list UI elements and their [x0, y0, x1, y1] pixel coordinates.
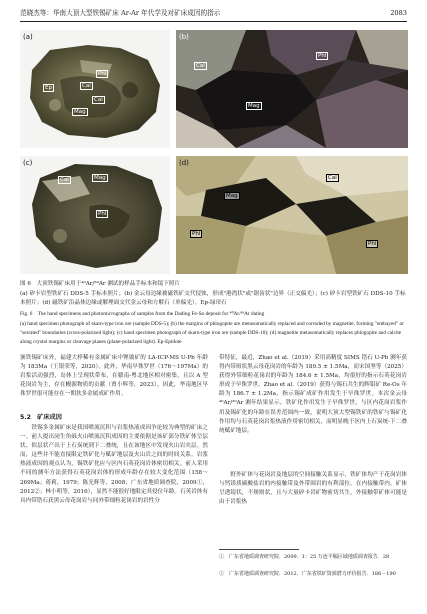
- mineral-label: Mag: [248, 103, 260, 109]
- mineral-label: Mag: [94, 175, 106, 181]
- photomicrograph-d-image: [176, 156, 408, 274]
- panel-label-d: (d): [179, 159, 189, 167]
- panel-label-a: (a): [23, 33, 33, 41]
- running-title: 范晓杰等：华南大顶大型铁锡矿床 Ar-Ar 年代学及对矿床成因的指示: [20, 9, 221, 17]
- panel-label-c: (c): [23, 159, 33, 167]
- mineral-label: Mag: [74, 109, 86, 115]
- mineral-label: Cal: [196, 63, 205, 69]
- footnote-1: ① 广东省地质调查研究院．2009．1：25 万连平幅区域地质调查报告．28: [219, 554, 390, 560]
- right-column-text: 带特征，最近，Zhao et al.（2019）采用高精度 SIMS 锆石 U-Pb 测年获得内带斑状黑云母花岗岩的年龄为 189.5 ± 1.5Ma，而宋国坚等（2025）获得外带细粒花岗岩的年龄为 184.6 ± 1.5Ma，均很好的指示石英花岗岩形成于早侏罗世。Zhao et al.（2019）获得与锡石共生的辉钼矿 Re-Os 年龄为 186.7 ± 1.2Ma，指示锡矿成矿作用发生于早侏罗世。本次金云母 ⁴⁰Ar/³⁹Ar 测年结果显示，铁矿化作用发生于早侏罗世，与区内花岗岩浆作用及锡矿化的年龄在误差范围内一致，说明大顶大型锡铁矿的铁矿与锡矿化作用均与石英花岗岩浆热液作用密切相关，而明显晚于区内上石炭统-下二叠统赋矿地层。: [219, 355, 407, 434]
- figure-panel-d: [176, 156, 408, 274]
- footnote-2: ② 广东省地质调查研究院．2012．广东省铁矿资源潜力评价报告．186－190: [219, 571, 396, 577]
- mineral-label: Phl: [98, 71, 107, 77]
- mineral-label: Cal: [328, 175, 337, 181]
- mineral-label: Cal: [94, 97, 103, 103]
- page-number: 2083: [390, 9, 407, 17]
- figure-panel-a: [20, 30, 170, 148]
- section-title: 5.2 矿床成因: [20, 414, 62, 421]
- figure-panel-c: [20, 156, 170, 274]
- figure-caption-cn-body: (a) 矽卡岩型铁矿石 DDS-5 手标本照片；(b) 金云母边缘被磁铁矿交代侵蚀，形成"港湾状"或"锯齿状"边界（正交偏光）；(c) 矽卡岩型铁矿石 DDS-10 手标本照片；(d) 磁铁矿沿晶体边缘或解理面交代金云母和方解石（单偏光）。Ep-绿帘石: [20, 291, 406, 307]
- mineral-label: Phl: [192, 231, 201, 237]
- figure-panel-b: [176, 30, 408, 148]
- figure-caption-en-body: (a) hand specimen photograph of skarn-type iron ore (sample DDS-5); (b) the margins of phlogopite are metasomatically replaced and corroded by magnetite, forming "embayed" or "serrated" boundaries (cross-polarized light); (c) hand specimen photograph of skarn-type iron ore (sample DDS-10); (d) magnetite metasomatically replaces phlogopite and calcite along crystal margins or cleavage planes (plane-polarized light). Ep-Epidote: [20, 321, 404, 346]
- figure-caption-cn-title: 图 6 大顶铁锡矿床用于⁴⁰Ar/³⁹Ar 测试的样品手标本和镜下照片: [20, 281, 181, 287]
- left-column-intro: 颁铁锡矿床外，福建大样稀有金属矿床中锂铍矿的 LA-ICP-MS U-Pb 年龄为 183Ma（王银荣等，2020）。此外，华南早侏罗世（176～197Ma）的岩浆活动强烈，岛体上呈现状带布，在赣南-粤北地区相对密集，且以 A 型花岗岩为主，存在幔源物质的贡献（贾小辉等，2023）。因此，华南地区早侏罗世很可能存在一期扶多金属成矿作用。: [20, 355, 208, 398]
- mineral-label: Phl: [318, 53, 327, 59]
- mineral-label: Cal: [82, 83, 91, 89]
- mineral-label: Cal: [60, 177, 69, 183]
- photomicrograph-b-image: [176, 30, 408, 148]
- mineral-label: Mag: [226, 193, 238, 199]
- mineral-label: Phl: [98, 211, 107, 217]
- mineral-label: Phl: [368, 241, 377, 247]
- left-column-section-text: 铁锡多金属矿床是我国喷流沉积与岩浆热液成因争论较为典型的矿床之一。前人提出同生角砾火山喷流沉积成因的主要依据是该矿部分铁矿体呈层状、似层状产出于上石炭统到下二叠统，且在该地区中发现火山岩夹层。然而，这些并不能直接限定铁矿化与赋矿地层及火山岩之间的时间关系。岩浆热液成因的观点认为，锡铁矿化应与区内石英花岗岩体密切相关。前人采用不同的测年方法获得石英花岗岩体的形成年龄存在较大变化范围（158～269Ma；蒋莉，1979；陈光辉等，2008；广东省地质调查院，2009①，2012②；林小明等，2016），显然不能很好地限定其侵位年龄。石英岩体有具内带锆石获黑云母花岗岩与同外带细粒花岗岩的岩性分: [20, 425, 208, 504]
- header-rule: [20, 21, 407, 22]
- panel-label-b: (b): [179, 33, 189, 41]
- mineral-label: Ep: [45, 85, 52, 91]
- figure-caption-en-title: Fig. 6 The hand specimens and photomicrographs of samples from the Dading Fe-Sn deposit for ⁴⁰Ar/³⁹Ar dating: [20, 311, 265, 317]
- footnote-rule: [219, 549, 299, 550]
- right-column-text-continued: 野外矿体与花岗岩及地层的空间接触关系显示，铁矿体均产于花岗岩体与钙镁质碳酸盐岩的内接触带及外带围岩的有利部位。在内接触带内，矿体呈透镜状，不规则状，且与大量矽卡岩矿物密切共生，外接触带矿体可能是由于岩浆热: [219, 472, 407, 506]
- running-header: [20, 7, 407, 19]
